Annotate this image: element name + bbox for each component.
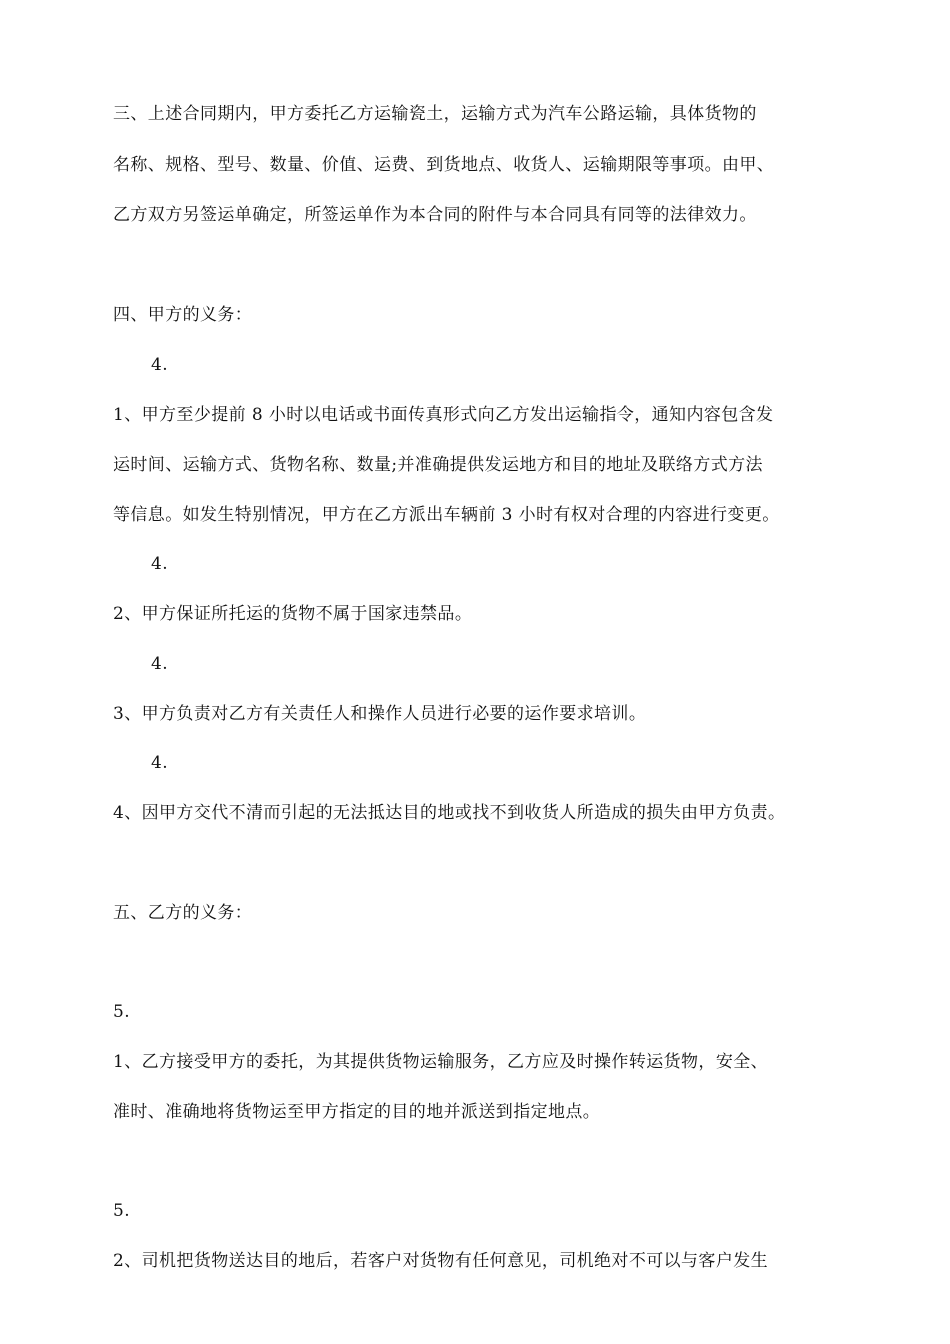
section4-item1-marker: 4. — [151, 355, 169, 375]
section5-item1-line-2: 准时、准确地将货物运至甲方指定的目的地并派送到指定地点。 — [113, 1102, 601, 1122]
section4-item4-marker: 4. — [151, 753, 169, 773]
section5-item1-marker: 5. — [113, 1002, 131, 1022]
section5-item2-marker: 5. — [113, 1201, 131, 1221]
section4-item2-line-1: 2、甲方保证所托运的货物不属于国家违禁品。 — [113, 604, 473, 624]
section3-line-3: 乙方双方另签运单确定，所签运单作为本合同的附件与本合同具有同等的法律效力。 — [113, 205, 757, 225]
section4-item1-line-2: 运时间、运输方式、货物名称、数量;并准确提供发运地方和目的地址及联络方式方法 — [113, 455, 763, 475]
section5-item1-line-1: 1、乙方接受甲方的委托，为其提供货物运输服务，乙方应及时操作转运货物，安全、 — [113, 1052, 769, 1072]
section4-item3-marker: 4. — [151, 654, 169, 674]
section4-item4-line-1: 4、因甲方交代不清而引起的无法抵达目的地或找不到收货人所造成的损失由甲方负责。 — [113, 803, 786, 823]
section4-item1-line-1: 1、甲方至少提前 8 小时以电话或书面传真形式向乙方发出运输指令，通知内容包含发 — [113, 405, 774, 425]
section4-heading: 四、甲方的义务： — [113, 305, 253, 325]
section5-item2-line-1: 2、司机把货物送达目的地后，若客户对货物有任何意见，司机绝对不可以与客户发生 — [113, 1251, 769, 1271]
section5-heading: 五、乙方的义务： — [113, 903, 253, 923]
section4-item3-line-1: 3、甲方负责对乙方有关责任人和操作人员进行必要的运作要求培训。 — [113, 704, 647, 724]
section4-item2-marker: 4. — [151, 554, 169, 574]
section3-line-1: 三、上述合同期内，甲方委托乙方运输瓷土，运输方式为汽车公路运输，具体货物的 — [113, 104, 757, 124]
section3-line-2: 名称、规格、型号、数量、价值、运费、到货地点、收货人、运输期限等事项。由甲、 — [113, 155, 775, 175]
section4-item1-line-3: 等信息。如发生特别情况，甲方在乙方派出车辆前 3 小时有权对合理的内容进行变更。 — [113, 505, 780, 525]
